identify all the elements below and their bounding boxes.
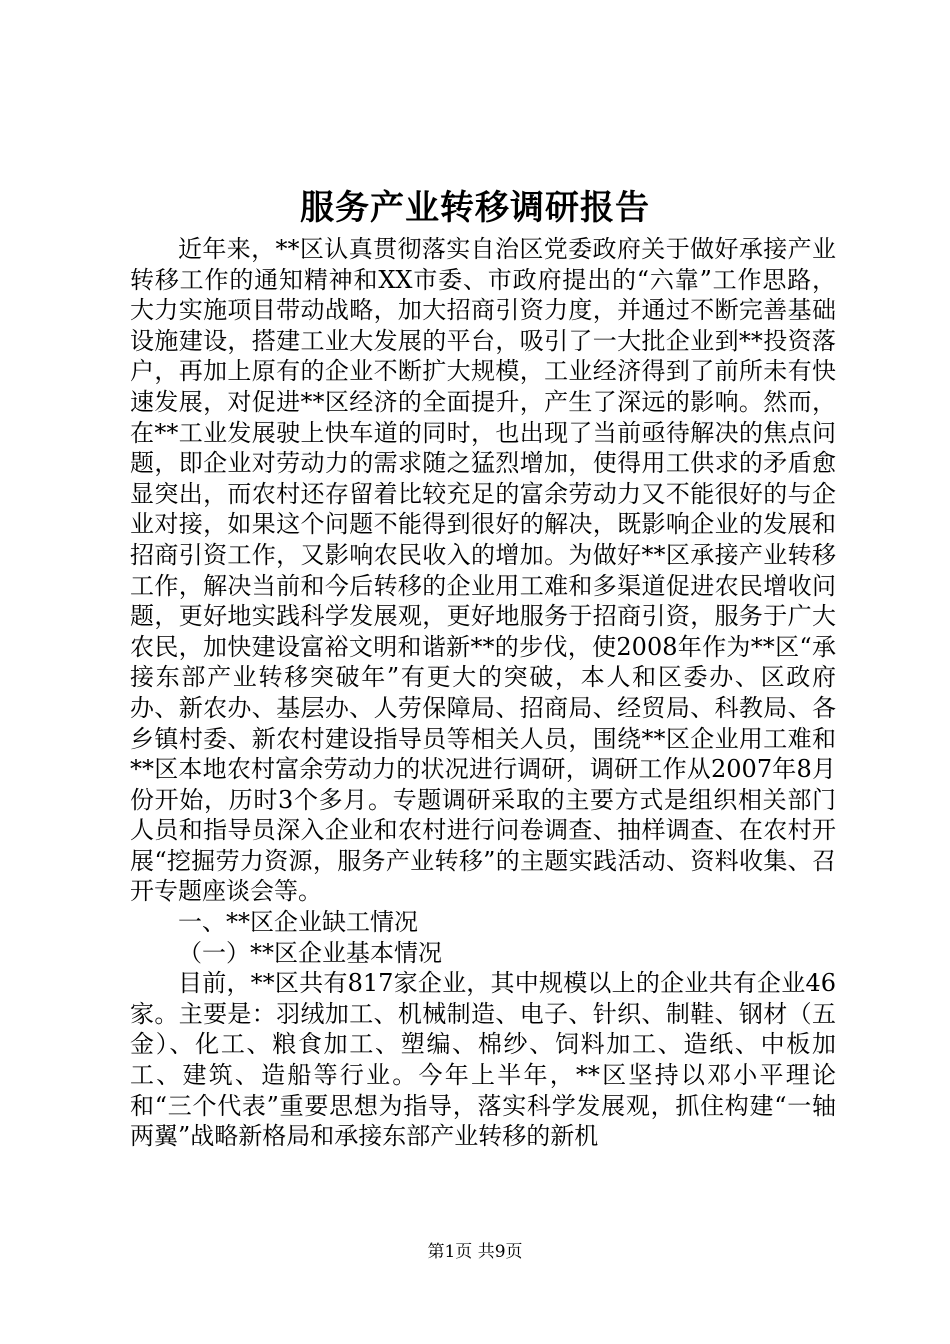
page-number-footer: 第1页 共9页 <box>427 1242 523 1262</box>
section-heading-1: 一、**区企业缺工情况 <box>178 908 418 937</box>
intro-paragraph: 近年来，**区认真贯彻落实自治区党委政府关于做好承接产业转移工作的通知精神和XX市委、市政府提出的“六靠”工作思路，大力实施项目带动战略，加大招商引资力度，并通过不断完善基础设施建设，搭建工业大发展的平台，吸引了一大批企业到**投资落户，再加上原有的企业不断扩大规模，工业经济得到了前所未有快速发展，对促进**区经济的全面提升，产生了深远的影响。然而，在**工业发展驶上快车道的同时，也出现了当前亟待解决的焦点问题，即企业对劳动力的需求随之猛烈增加，使得用工供求的矛盾愈显突出，而农村还存留着比较充足的富余劳动力又不能很好的与企业对接，如果这个问题不能得到很好的解决，既影响企业的发展和招商引资工作，又影响农民收入的增加。为做好**区承接产业转移工作，解决当前和今后转移的企业用工难和多渠道促进农民增收问题，更好地实践科学发展观，更好地服务于招商引资，服务于广大农民，加快建设富裕文明和谐新**的步伐，使2008年作为**区“承接东部产业转移突破年”有更大的突破，本人和区委办、区政府办、新农办、基层办、人劳保障局、招商局、经贸局、科教局、各乡镇村委、新农村建设指导员等相关人员，围绕**区企业用工难和**区本地农村富余劳动力的状况进行调研，调研工作从2007年8月份开始，历时3个多月。专题调研采取的主要方式是组织相关部门人员和指导员深入企业和农村进行问卷调查、抽样调查、在农村开展“挖掘劳力资源，服务产业转移”的主题实践活动、资料收集、召开专题座谈会等。 <box>130 235 836 906</box>
document-title: 服务产业转移调研报告 <box>300 188 650 228</box>
body-paragraph-2: 目前，**区共有817家企业，其中规模以上的企业共有企业46家。主要是：羽绒加工、机械制造、电子、针织、制鞋、钢材（五金）、化工、粮食加工、塑编、棉纱、饲料加工、造纸、中板加工、建筑、造船等行业。今年上半年，**区坚持以邓小平理论和“三个代表”重要思想为指导，落实科学发展观，抓住构建“一轴两翼”战略新格局和承接东部产业转移的新机 <box>130 969 836 1151</box>
subsection-heading-1: （一）**区企业基本情况 <box>178 938 442 967</box>
document-body <box>130 234 836 1152</box>
